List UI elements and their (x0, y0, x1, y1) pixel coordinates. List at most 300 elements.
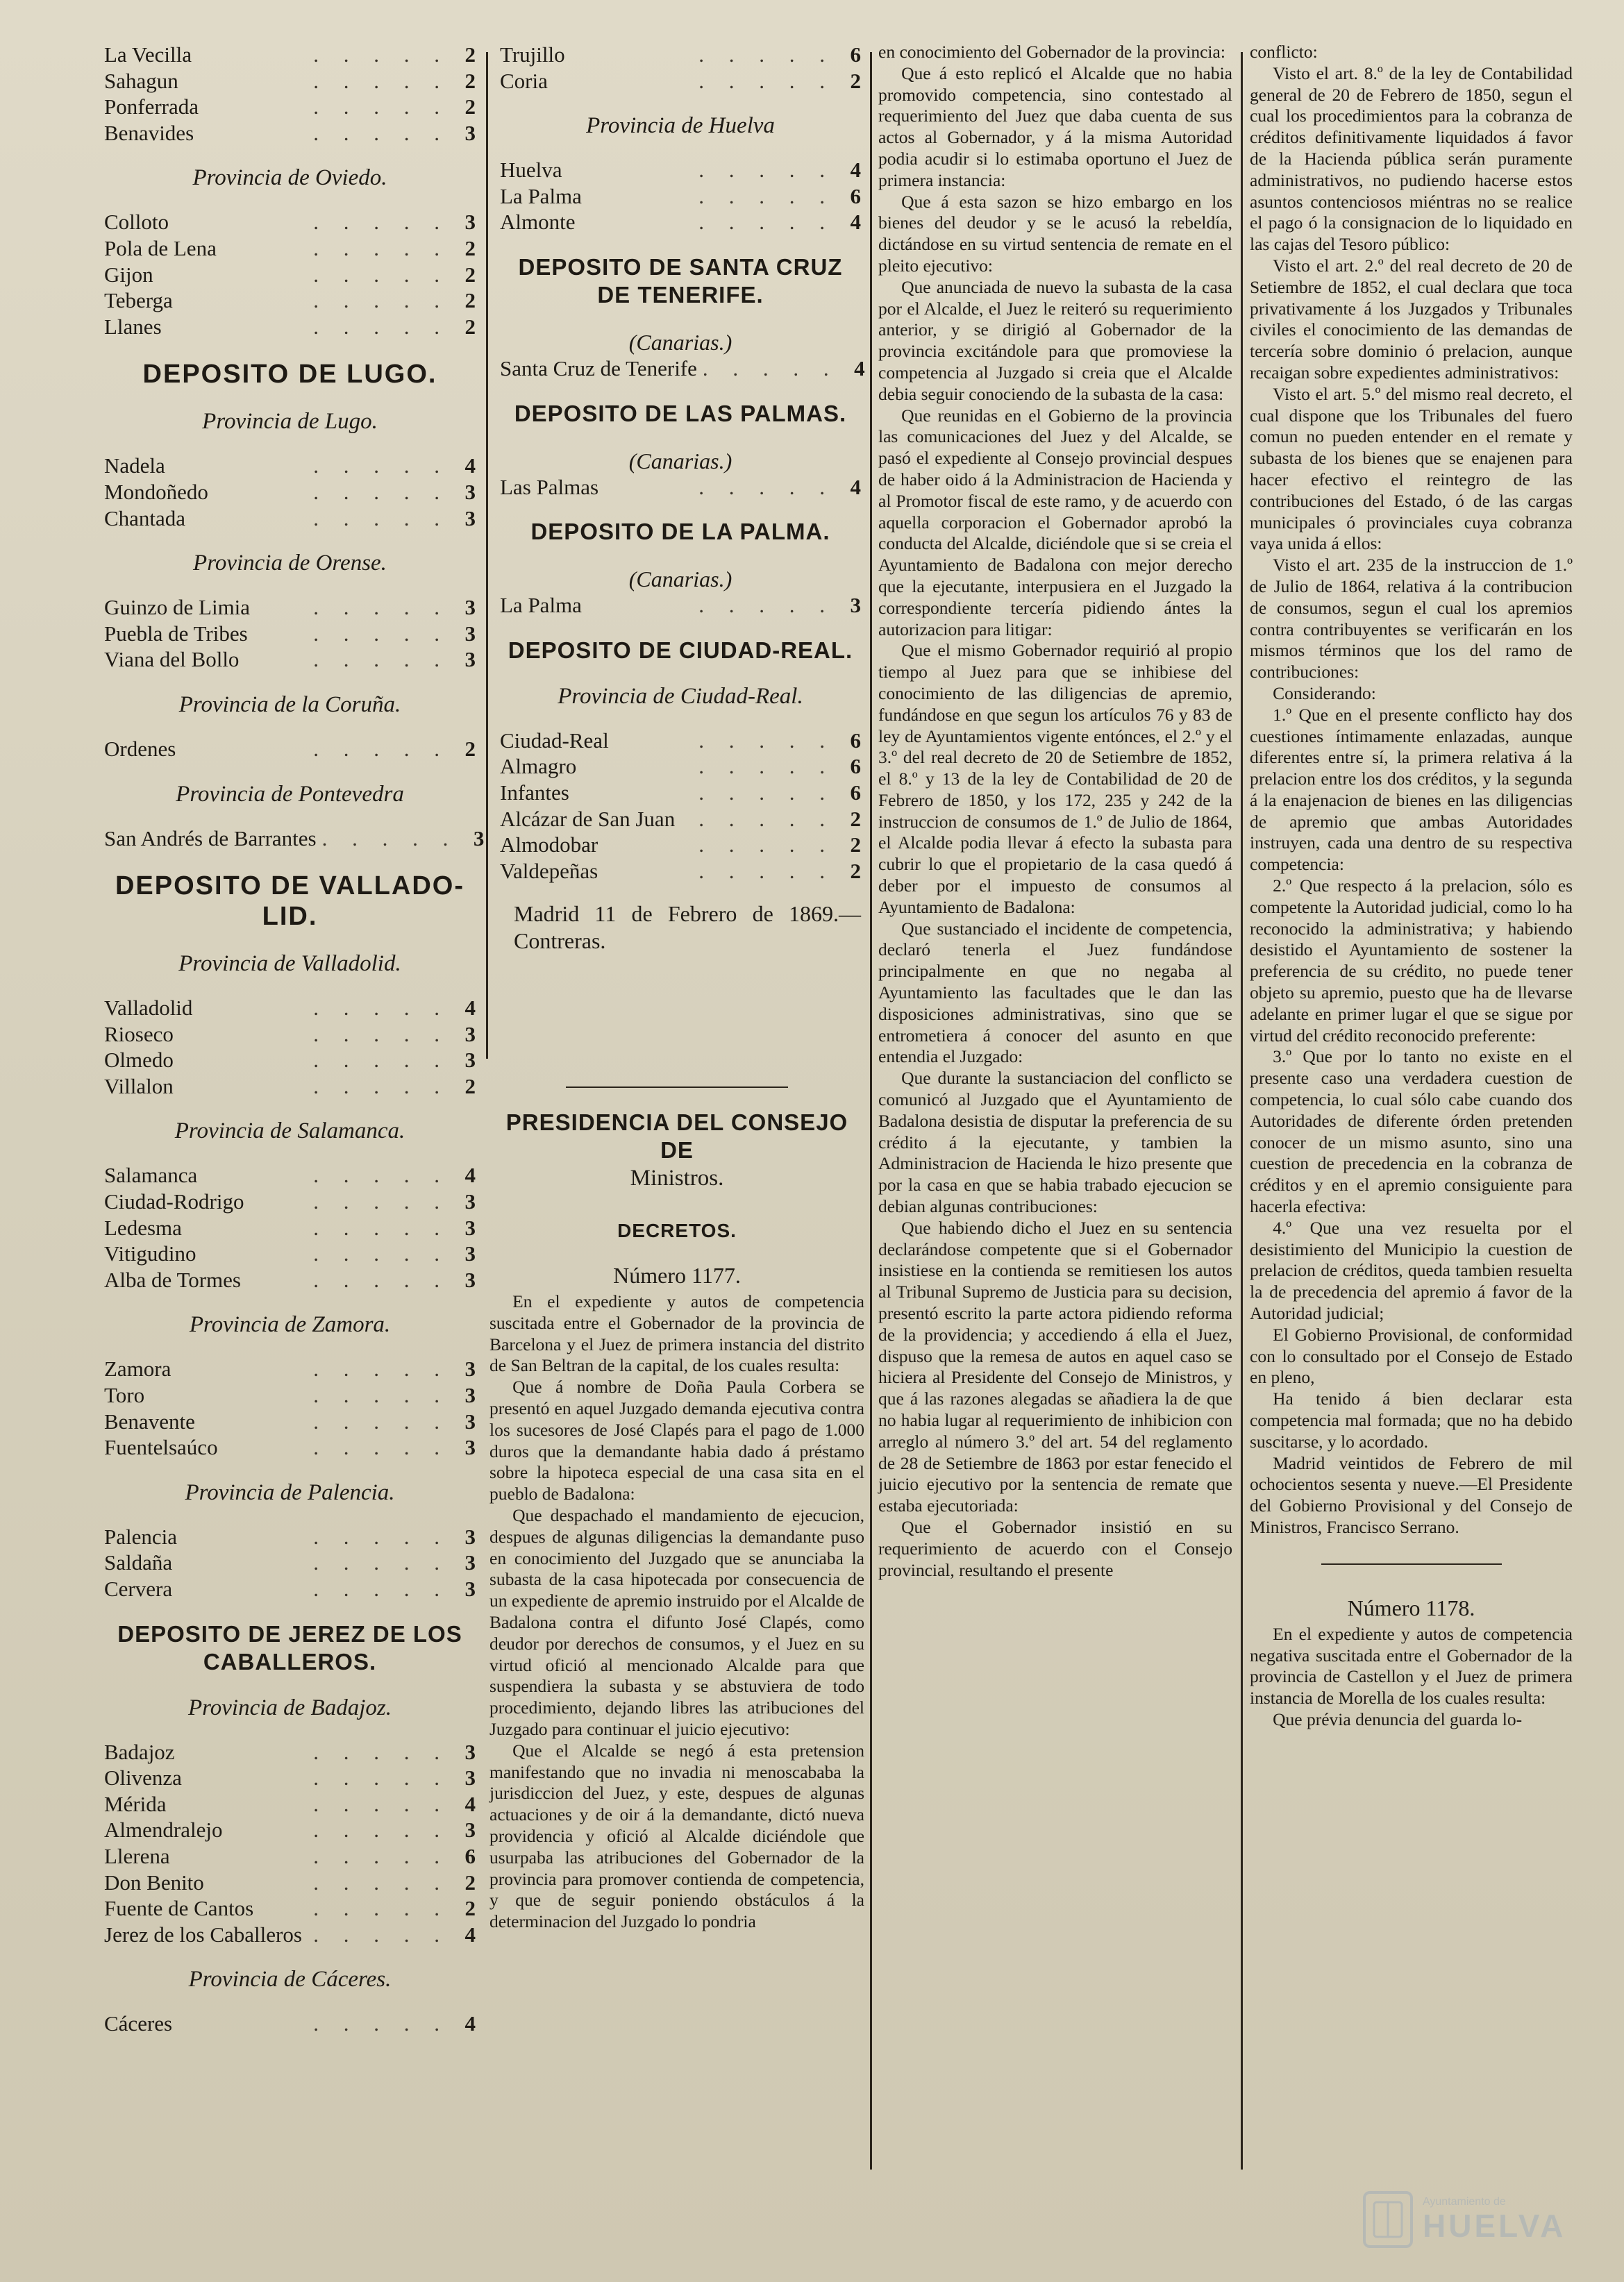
leader-dots: . . . . . (313, 1357, 449, 1382)
paragraph: En el expediente y autos de competencia negativa suscitada entre el Gobernador de la provincia de Castellon y el Juez de primera instancia de Morella de los cuales resulta: (1250, 1623, 1573, 1709)
entry-value: 3 (464, 1267, 476, 1292)
place-name: Vitigudino (104, 1241, 196, 1266)
paragraph: Que á nombre de Doña Paula Corbera se presentó en aquel Juzgado demanda ejecutiva contra los sucesores de José Clapés para el pago de 1.000 duros que la demandante habia dado á préstamo sobre la hipoteca especial de una casa sita en el pueblo de Badalona: (489, 1377, 864, 1504)
place-name: Nadela (104, 453, 165, 478)
list-item (104, 825, 485, 852)
column-4 (1250, 42, 1573, 2229)
entry-value: 2 (464, 1870, 476, 1895)
province-heading: Provincia de Orense. (193, 551, 387, 576)
place-name: Chantada (104, 505, 186, 530)
leader-dots: . . . . . (313, 1189, 449, 1214)
entry-value: 6 (850, 183, 861, 208)
entry-list (104, 209, 476, 339)
paragraph: Que sustanciado el incidente de competencia, declaró tenerla el Juez fundándose principalmente en que no negaba al Ayuntamiento las facultades que le dan las disposiciones administrativas, sino que se entrometiera á conocer del asunto en que entendia el Juzgado: (878, 918, 1232, 1067)
place-name: Toro (104, 1383, 145, 1408)
entry-list (104, 1162, 476, 1293)
list-item (500, 753, 861, 780)
province-heading: Provincia de Oviedo. (192, 165, 387, 191)
leader-dots: . . . . . (313, 288, 449, 313)
place-name: Mondoñedo (104, 479, 208, 504)
entry-value: 2 (464, 736, 476, 761)
list-item (104, 2011, 476, 2037)
paragraph: Visto el art. 235 de la instruccion de 1.º de Julio de 1864, relativa á la contribucion de consumos, segun el cual los apremios contra contribuyentes se verificarán en los mismos términos que los del ramo de contribuciones: (1250, 555, 1573, 682)
list-item (104, 1817, 476, 1843)
leader-dots: . . . . . (313, 1577, 449, 1601)
entry-list (500, 474, 861, 501)
list-item (104, 1162, 476, 1189)
paragraph: Que á esto replicó el Alcalde que no habia promovido competencia, sino contestado al requerimiento del Juez que daba cuenta de sus actos al Gobernador, y á la misma Autoridad podia acudir si lo estimaba oportuno el Juez de primera instancia: (878, 62, 1232, 190)
column-rule (1241, 52, 1243, 2170)
list-item (104, 1073, 476, 1100)
entry-list (104, 1356, 476, 1460)
entry-value: 2 (464, 94, 476, 119)
list-item (104, 505, 476, 532)
entry-value: 3 (464, 1739, 476, 1764)
list-item (104, 94, 476, 120)
list-item (500, 355, 865, 382)
region-note: (Canarias.) (628, 567, 733, 592)
entry-value: 4 (854, 355, 865, 380)
entry-value: 3 (464, 595, 476, 620)
leader-dots: . . . . . (698, 806, 835, 831)
list-item (500, 68, 861, 94)
place-name: Ledesma (104, 1215, 182, 1240)
entry-list (104, 995, 476, 1099)
decree-text (878, 42, 1232, 1581)
list-item (104, 235, 476, 262)
leader-dots: . . . . . (313, 42, 449, 67)
entry-value: 3 (464, 1383, 476, 1408)
entry-value: 3 (464, 1189, 476, 1214)
province-heading: Provincia de Badajoz. (188, 1695, 392, 1720)
paragraph: Ha tenido á bien declarar esta competencia mal formada; que no ha debido suscitarse, y lo acordado. (1250, 1389, 1573, 1452)
province-heading: Provincia de Valladolid. (178, 951, 401, 977)
decree-number: Número 1178. (1347, 1595, 1475, 1620)
deposit-heading: DEPOSITO DE LUGO. (142, 360, 437, 389)
paragraph: Visto el art. 8.º de la ley de Contabilidad general de 20 de Febrero de 1850, segun el cual los procedimientos para la cobranza de créditos definitivamente liquidados á favor de la Hacienda pública serán puramente administrativos, no pudiendo hacerse estos asuntos contenciosos miéntras no se realice el pago ó la consignacion de lo liquidado en las cajas del Tesoro público: (1250, 62, 1573, 255)
place-name: Ponferrada (104, 94, 199, 119)
place-name: Rioseco (104, 1021, 174, 1046)
entry-list (500, 157, 861, 235)
province-heading: Provincia de Cáceres. (188, 1967, 392, 1992)
list-item (500, 209, 861, 235)
deposit-heading: DEPOSITO DE LAS PALMAS. (514, 400, 847, 426)
entry-list (104, 1739, 476, 1948)
entry-value: 3 (464, 1524, 476, 1549)
entry-list (104, 2011, 476, 2037)
place-name: Olivenza (104, 1765, 182, 1790)
section-title-sub: Ministros. (630, 1166, 724, 1191)
place-name: Puebla de Tribes (104, 621, 248, 646)
leader-dots: . . . . . (313, 1215, 449, 1240)
leader-dots: . . . . . (698, 754, 835, 779)
list-item (104, 1524, 476, 1550)
list-item (500, 858, 861, 884)
list-item (104, 1409, 476, 1435)
paragraph: Que despachado el mandamiento de ejecucion, despues de algunas diligencias la demandante puso en conocimiento del Juzgado que se anunciaba la subasta de la casa hipotecada por consecuencia de un expediente de apremio instruido por el Alcalde de Badalona contra el difunto José Clapés, como deudor por derechos de consumos, y el Juez en su virtud ofició al mencionado Alcalde para que suspendiera la subasta y se abstuviera de todo procedimiento, dejando libres las atribuciones del Juzgado para continuar el juicio ejecutivo: (489, 1504, 864, 1739)
list-item (104, 1434, 476, 1461)
entry-value: 3 (464, 210, 476, 235)
entry-value: 3 (464, 1357, 476, 1382)
place-name: Zamora (104, 1357, 171, 1382)
decree-number: Número 1177. (613, 1263, 741, 1288)
leader-dots: . . . . . (313, 1765, 449, 1790)
column-3 (878, 42, 1232, 2229)
paragraph: Considerando: (1273, 682, 1376, 703)
paragraph: Visto el art. 2.º del real decreto de 20 de Setiembre de 1852, el cual declara que toca privativamente á los Juzgados y Tribunales civiles el conocimiento de las demandas de tercería sobre dominio ó prelacion, aunque recaigan sobre expedientes administrativos: (1250, 255, 1573, 383)
entry-list (500, 42, 861, 94)
signature: Madrid 11 de Febrero de 1869.—Contreras. (514, 901, 861, 954)
entry-value: 2 (464, 42, 476, 67)
list-item (104, 1765, 476, 1791)
leader-dots: . . . . . (313, 996, 449, 1021)
paragraph: Que reunidas en el Gobierno de la provincia las comunicaciones del Juez y del Alcalde, se pasó el expediente al Consejo provincial despues de haber oido á la Administracion de Hacienda y al Promotor fiscal de este ramo, y de acuerdo con aquella corporacion el Gobernador aprobó la conducta del Alcalde, diciéndole que si se creia el Ayuntamiento de Badalona con mejor derecho que la ejecutante, interpusiera en el Juzgado la correspondiente tercería pidiendo ántes la autorizacion para litigar: (878, 405, 1232, 639)
list-item (500, 183, 861, 210)
entry-value: 2 (850, 68, 861, 93)
leader-dots: . . . . . (698, 183, 835, 208)
archive-watermark (1360, 2185, 1589, 2254)
province-heading: Provincia de Lugo. (202, 409, 378, 435)
list-item (104, 1791, 476, 1818)
leader-dots: . . . . . (698, 210, 835, 235)
entry-list (104, 1524, 476, 1602)
leader-dots: . . . . . (702, 355, 839, 380)
paragraph: conflicto: (1250, 42, 1318, 62)
list-item (500, 157, 861, 183)
place-name: Cáceres (104, 2011, 173, 2036)
leader-dots: . . . . . (313, 1843, 449, 1868)
entry-value: 2 (850, 832, 861, 857)
place-name: Valdepeñas (500, 858, 598, 883)
leader-dots: . . . . . (313, 1435, 449, 1460)
paragraph: 3.º Que por lo tanto no existe en el presente caso una verdadera cuestion de competencia, lo cual sólo cabe cuando dos Autoridades de diferente órden pretenden conocer de un mismo asunto, sino una cuestion de precedencia en la cobranza de créditos y en el apremio consiguiente para hacerla efectiva: (1250, 1046, 1573, 1217)
province-heading: Provincia de Pontevedra (176, 781, 404, 807)
list-item (104, 1895, 476, 1922)
list-item (500, 728, 861, 754)
leader-dots: . . . . . (313, 647, 449, 672)
leader-dots: . . . . . (313, 1739, 449, 1764)
list-item (104, 1843, 476, 1870)
paragraph: en conocimiento del Gobernador de la provincia: (878, 42, 1225, 62)
place-name: Gijon (104, 262, 153, 287)
entry-value: 3 (464, 1215, 476, 1240)
section-title (489, 1109, 864, 1192)
leader-dots: . . . . . (313, 262, 449, 287)
entry-value: 4 (464, 453, 476, 478)
leader-dots: . . . . . (313, 1818, 449, 1843)
list-item (500, 592, 861, 619)
province-heading: Provincia de la Coruña. (178, 691, 401, 717)
entry-value: 3 (464, 120, 476, 145)
list-item (104, 736, 476, 762)
deposit-heading: DEPOSITO DE VALLADO-LID. (115, 871, 465, 932)
leader-dots: . . . . . (321, 825, 458, 850)
paragraph: Que anunciada de nuevo la subasta de la casa por el Alcalde, el Juez le reiteró su requerimiento anterior, y se dirigió al Gobernador de la provincia excitándole para que promoviese la competencia al Juzgado si creia que el Alcalde debia seguir conociendo de la subasta de la casa: (878, 276, 1232, 404)
leader-dots: . . . . . (313, 210, 449, 235)
leader-dots: . . . . . (698, 158, 835, 183)
leader-dots: . . . . . (313, 1383, 449, 1408)
entry-value: 2 (464, 1896, 476, 1921)
leader-dots: . . . . . (313, 68, 449, 93)
leader-dots: . . . . . (313, 2011, 449, 2036)
entry-value: 3 (464, 1435, 476, 1460)
paragraph: Que durante la sustanciacion del conflicto se comunicó al Juzgado que el Ayuntamiento de Badalona desistia de disputar la preferencia de su crédito á la ejecutante, y tambien la Administracion de Hacienda le hizo presente que por la casa en que se habia trabado ejecucion se debian algunas contribuciones: (878, 1068, 1232, 1217)
list-item (104, 1021, 476, 1048)
decree-text (489, 1291, 864, 1933)
place-name: Llerena (104, 1843, 170, 1868)
place-name: Sahagun (104, 68, 178, 93)
list-item (104, 287, 476, 314)
list-item (500, 806, 861, 832)
place-name: Ordenes (104, 736, 176, 761)
list-item (104, 314, 476, 340)
entry-list (104, 825, 485, 852)
decree-text (1250, 1624, 1573, 1731)
place-name: La Palma (500, 593, 582, 618)
list-item (104, 262, 476, 288)
entry-list (104, 453, 476, 531)
entry-value: 3 (464, 1409, 476, 1434)
decree-text (1250, 42, 1573, 1538)
entry-value: 2 (464, 314, 476, 339)
place-name: Fuentelsaúco (104, 1435, 218, 1460)
place-name: San Andrés de Barrantes (104, 825, 317, 850)
leader-dots: . . . . . (313, 235, 449, 260)
leader-dots: . . . . . (313, 1870, 449, 1895)
place-name: Santa Cruz de Tenerife (500, 355, 697, 380)
leader-dots: . . . . . (313, 1048, 449, 1073)
place-name: Jerez de los Caballeros (104, 1922, 302, 1947)
list-item (104, 1382, 476, 1409)
leader-dots: . . . . . (698, 832, 835, 857)
leader-dots: . . . . . (698, 593, 835, 618)
paragraph: Que prévia denuncia del guarda lo- (1273, 1709, 1523, 1729)
place-name: Badajoz (104, 1739, 175, 1764)
list-item (500, 42, 861, 68)
deposit-heading: DEPOSITO DE SANTA CRUZ DE TENERIFE. (518, 253, 843, 308)
place-name: Almodobar (500, 832, 598, 857)
leader-dots: . . . . . (313, 1073, 449, 1098)
leader-dots: . . . . . (698, 858, 835, 883)
leader-dots: . . . . . (313, 1163, 449, 1188)
entry-value: 6 (850, 728, 861, 753)
paragraph: Que el mismo Gobernador requirió al propio tiempo al Juez para que se inhibiese del conocimiento de las diligencias de apremio, fundándose en que segun los artículos 76 y 83 de ley de Ayuntamientos vigente entónces, el 2.º y el 3.º del real decreto de 20 de Setiembre de 1852, el 8.º y 13 de la ley de Contabilidad de 20 de Febrero de 1850, y los 172, 235 y 242 de la instruccion de consumos de 1.º de Julio de 1864, el Alcalde podia llevar á efecto la subasta para cubrir lo que el propietario de la casa quedó á deber por el impuesto de consumos al Ayuntamiento de Badalona: (878, 640, 1232, 917)
watermark-line1: Ayuntamiento de (1423, 2196, 1506, 2208)
leader-dots: . . . . . (698, 68, 835, 93)
leader-dots: . . . . . (313, 94, 449, 119)
entry-value: 4 (464, 1163, 476, 1188)
entry-list (500, 592, 861, 619)
place-name: Colloto (104, 210, 169, 235)
leader-dots: . . . . . (313, 1241, 449, 1266)
leader-dots: . . . . . (313, 1524, 449, 1549)
entry-list (104, 594, 476, 673)
region-note: (Canarias.) (628, 448, 733, 473)
list-item (104, 42, 476, 68)
list-item (104, 1870, 476, 1896)
province-heading: Provincia de Huelva (586, 113, 775, 139)
place-name: Alcázar de San Juan (500, 806, 676, 831)
crest-icon (1360, 2188, 1416, 2251)
leader-dots: . . . . . (313, 1267, 449, 1292)
place-name: Almendralejo (104, 1818, 223, 1843)
entry-value: 3 (464, 621, 476, 646)
place-name: Las Palmas (500, 474, 599, 499)
leader-dots: . . . . . (313, 1550, 449, 1575)
province-heading: Provincia de Salamanca. (174, 1118, 405, 1144)
list-item (104, 453, 476, 479)
place-name: Benavides (104, 120, 194, 145)
place-name: Trujillo (500, 42, 565, 67)
section-title-main: PRESIDENCIA DEL CONSEJO DE (505, 1109, 848, 1163)
list-item (104, 1550, 476, 1576)
list-item (104, 68, 476, 94)
column-rule (870, 52, 872, 2170)
leader-dots: . . . . . (698, 42, 835, 67)
list-item (104, 1267, 476, 1293)
place-name: Salamanca (104, 1163, 198, 1188)
list-item (104, 1356, 476, 1382)
place-name: Ciudad-Real (500, 728, 609, 753)
list-item (104, 209, 476, 235)
place-name: La Palma (500, 183, 582, 208)
entry-value: 3 (464, 1550, 476, 1575)
place-name: Guinzo de Limia (104, 595, 251, 620)
list-item (104, 1047, 476, 1073)
place-name: Saldaña (104, 1550, 173, 1575)
entry-value: 3 (473, 825, 485, 850)
paragraph: 2.º Que respecto á la prelacion, sólo es competente la Autoridad judicial, como lo ha reconocido la administrativa; y habiendo desistido el Ayuntamiento de sostener la preferencia de su crédito, no puede tener objeto su apremio, puesto que ha de llevarse adelante en primer lugar el que se sigue por virtud del crédito reconocido preferente: (1250, 875, 1573, 1046)
entry-value: 3 (464, 1021, 476, 1046)
divider (1321, 1563, 1502, 1565)
list-item (104, 1922, 476, 1948)
deposit-heading: DEPOSITO DE LA PALMA. (530, 519, 830, 545)
entry-value: 6 (464, 1843, 476, 1868)
leader-dots: . . . . . (313, 621, 449, 646)
entry-value: 6 (850, 754, 861, 779)
leader-dots: . . . . . (313, 736, 449, 761)
place-name: Benavente (104, 1409, 195, 1434)
paragraph: Que el Alcalde se negó á esta pretension manifestando que no invadia ni menoscababa la jurisdiccion del Juez, y este, despues de algunas actuaciones y de oir á la demandante, dictó nueva providencia y ofició al Alcalde diciéndole que usurpaba las atribuciones del Gobernador de la provincia para promover contienda de competencia, y que de seguir poniendo obstáculos á la determinacion del Juzgado lo pondria (489, 1740, 864, 1932)
entry-value: 4 (464, 996, 476, 1021)
place-name: Villalon (104, 1073, 174, 1098)
entry-value: 3 (464, 1048, 476, 1073)
place-name: Infantes (500, 780, 569, 805)
place-name: La Vecilla (104, 42, 192, 67)
column-1 (104, 42, 485, 2187)
entry-value: 4 (850, 210, 861, 235)
list-item (104, 995, 476, 1021)
place-name: Don Benito (104, 1870, 204, 1895)
list-item (104, 1576, 476, 1602)
entry-value: 3 (464, 647, 476, 672)
place-name: Almonte (500, 210, 576, 235)
entry-value: 3 (850, 593, 861, 618)
entry-value: 3 (464, 505, 476, 530)
province-heading: Provincia de Palencia. (185, 1479, 395, 1505)
entry-value: 2 (464, 262, 476, 287)
place-name: Olmedo (104, 1048, 174, 1073)
entry-value: 3 (464, 1818, 476, 1843)
entry-value: 4 (464, 2011, 476, 2036)
list-item (104, 646, 476, 673)
list-item (500, 780, 861, 806)
leader-dots: . . . . . (313, 505, 449, 530)
place-name: Huelva (500, 158, 562, 183)
entry-value: 4 (850, 474, 861, 499)
leader-dots: . . . . . (313, 1409, 449, 1434)
list-item (104, 120, 476, 146)
paragraph: Visto el art. 5.º del mismo real decreto, el cual dispone que los Tribunales del fuero comun no pueden entender en el remate y subasta de los bienes que se enajenen para hacer efectivo el reintegro de las contribuciones del Estado, ó de las cargas municipales ó provinciales cuya cobranza vaya unida á ellos: (1250, 383, 1573, 554)
entry-list (500, 728, 861, 884)
leader-dots: . . . . . (698, 474, 835, 499)
deposit-heading: DEPOSITO DE JEREZ DE LOS CABALLEROS. (117, 1620, 462, 1675)
paragraph: 1.º Que en el presente conflicto hay dos cuestiones íntimamente enlazadas, aunque diferentes entre sí, la primera relativa á la prelacion entre los dos créditos, y la segunda á la enajenacion de bienes en las diligencias de apremio que ambas Autoridades instruyen, cada una dentro de su respectiva competencia: (1250, 704, 1573, 875)
leader-dots: . . . . . (313, 479, 449, 504)
entry-list (104, 42, 476, 146)
place-name: Palencia (104, 1524, 178, 1549)
entry-value: 3 (464, 1577, 476, 1601)
place-name: Llanes (104, 314, 162, 339)
leader-dots: . . . . . (313, 1791, 449, 1816)
entry-list (104, 736, 476, 762)
paragraph: Madrid veintidos de Febrero de mil ochocientos sesenta y nueve.—El Presidente del Gobierno Provisional y del Consejo de Ministros, Francisco Serrano. (1250, 1452, 1573, 1537)
entry-value: 3 (464, 1765, 476, 1790)
place-name: Pola de Lena (104, 235, 217, 260)
place-name: Viana del Bollo (104, 647, 240, 672)
entry-value: 3 (464, 1241, 476, 1266)
place-name: Fuente de Cantos (104, 1896, 254, 1921)
list-item (104, 1241, 476, 1267)
list-item (500, 474, 861, 501)
list-item (104, 594, 476, 621)
entry-value: 2 (464, 1073, 476, 1098)
paragraph: En el expediente y autos de competencia suscitada entre el Gobernador de la provincia de Barcelona y el Juez de primera instancia del distrito de San Beltran de la capital, de los cuales resulta: (489, 1291, 864, 1376)
list-item (104, 479, 476, 505)
list-item (104, 1189, 476, 1215)
entry-value: 2 (850, 806, 861, 831)
entry-value: 4 (464, 1791, 476, 1816)
region-note: (Canarias.) (628, 329, 733, 355)
column-2 (500, 42, 865, 1069)
place-name: Coria (500, 68, 548, 93)
list-item (104, 621, 476, 647)
column-rule (486, 52, 488, 1059)
list-item (500, 832, 861, 858)
entry-value: 6 (850, 780, 861, 805)
leader-dots: . . . . . (313, 595, 449, 620)
place-name: Teberga (104, 288, 173, 313)
paragraph: Que habiendo dicho el Juez en su sentencia declarándose competente que si el Gobernador insistiese en la contienda se remitiesen los autos al Tribunal Supremo de Justicia para su decision, presentó escrito la parte actora pidiendo reforma de la providencia; y accediendo á ella el Juez, dispuso que la remesa de autos en aquel caso se hiciera al Presidente del Consejo de Ministros, y que á las razones alegadas se añadiera la de que no habia lugar al requerimiento de inhibicion con arreglo al número 3.º del art. 54 del reglamento de 28 de Setiembre de 1863 por estar fenecido el juicio ejecutivo por la sentencia de remate que estaba ejecutoriada: (878, 1217, 1232, 1516)
divider (566, 1087, 788, 1088)
leader-dots: . . . . . (313, 453, 449, 478)
entry-value: 2 (850, 858, 861, 883)
decretos-heading: DECRETOS. (617, 1220, 737, 1241)
deposit-heading: DEPOSITO DE CIUDAD-REAL. (508, 637, 853, 663)
leader-dots: . . . . . (698, 780, 835, 805)
place-name: Valladolid (104, 996, 193, 1021)
place-name: Alba de Tormes (104, 1267, 241, 1292)
paragraph: Que á esta sazon se hizo embargo en los bienes del deudor y se le acusó la rebeldía, dictándose en su virtud sentencia de remate en el pleito ejecutivo: (878, 191, 1232, 276)
entry-value: 2 (464, 235, 476, 260)
leader-dots: . . . . . (313, 314, 449, 339)
leader-dots: . . . . . (313, 1021, 449, 1046)
place-name: Ciudad-Rodrigo (104, 1189, 244, 1214)
paragraph: Que el Gobernador insistió en su requerimiento de acuerdo con el Consejo provincial, resultando el presente (878, 1516, 1232, 1580)
paragraph: 4.º Que una vez resuelta por el desistimiento del Municipio la cuestion de prelacion de créditos, queda tambien resuelta la de precedencia del apremio á favor de la Autoridad judicial; (1250, 1217, 1573, 1324)
entry-value: 4 (850, 158, 861, 183)
column-2-decree (489, 1066, 864, 2176)
